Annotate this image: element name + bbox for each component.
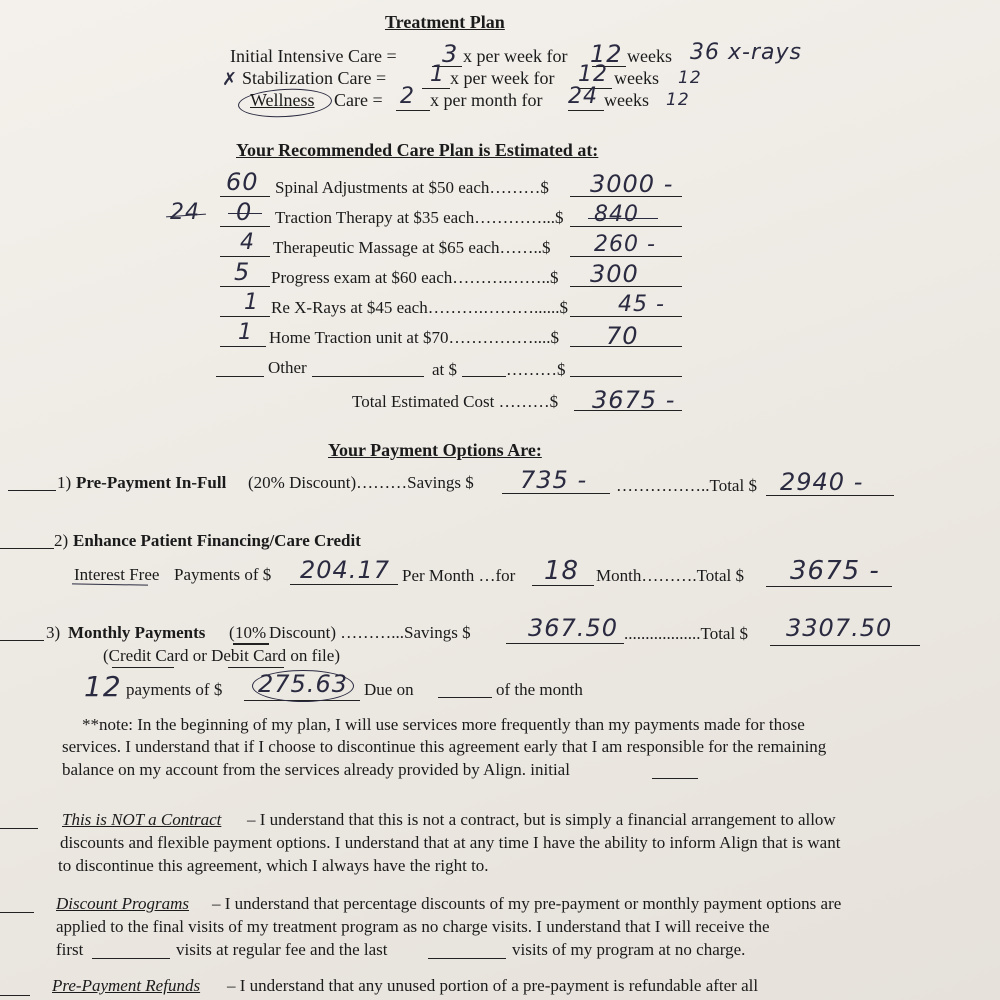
total-estimated-label: Total Estimated Cost ………$ bbox=[352, 392, 559, 411]
initial-care-post: weeks bbox=[627, 46, 672, 66]
stabilization-care-mid: x per week for bbox=[450, 68, 555, 88]
total-estimated-amount: 3675 - bbox=[592, 386, 676, 414]
option-desc: (20% Discount)………Savings $ bbox=[248, 473, 474, 492]
monthly-payment-amount: 204.17 bbox=[300, 556, 390, 584]
initial-care-note: 36 x-rays bbox=[690, 40, 802, 65]
stabilization-care-note: 12 bbox=[678, 68, 702, 88]
contract-line-3: to discontinue this agreement, which I always have the right to. bbox=[58, 856, 489, 875]
option-total: 2940 - bbox=[780, 468, 864, 496]
card-on-file-note: (Credit Card or Debit Card on file) bbox=[103, 646, 340, 665]
discount-line-2: applied to the final visits of my treatment program as no charge visits. I understand that I will receive the bbox=[56, 917, 770, 936]
due-on-label: Due on bbox=[364, 680, 414, 699]
discount-line-3a: first bbox=[56, 940, 84, 959]
x-mark-icon: ✗ bbox=[222, 69, 239, 90]
stabilization-care-post: weeks bbox=[614, 68, 659, 88]
note-line-1: **note: In the beginning of my plan, I will use services more frequently than my payments made for those bbox=[82, 715, 805, 734]
initial-care-weeks: 12 bbox=[590, 40, 623, 68]
estimate-qty: 60 bbox=[226, 168, 259, 196]
other-at-label: at $ bbox=[432, 360, 458, 379]
discount-title: Discount Programs bbox=[56, 894, 190, 913]
payment-each-amount: 275.63 bbox=[258, 670, 348, 698]
refunds-title: Pre-Payment Refunds bbox=[52, 976, 201, 995]
wellness-care-note: 12 bbox=[666, 90, 690, 110]
per-month-label: Per Month …for bbox=[402, 566, 516, 585]
of-the-month-label: of the month bbox=[496, 680, 583, 699]
month-total-label: Month……….Total $ bbox=[596, 566, 745, 585]
option-desc-open: ( bbox=[229, 623, 235, 642]
option-title: Enhance Patient Financing/Care Credit bbox=[73, 531, 361, 550]
estimate-qty: 1 bbox=[244, 290, 259, 315]
estimate-qty: 0 bbox=[236, 198, 253, 226]
payments-of-label: payments of $ bbox=[126, 680, 223, 699]
other-dots: ………$ bbox=[506, 360, 566, 379]
note-line-2: services. I understand that if I choose to discontinue this agreement early that I am responsible for the remaining bbox=[62, 737, 827, 756]
contract-line-1: – I understand that this is not a contract, but is simply a financial arrangement to allow bbox=[247, 810, 836, 829]
option-title: Monthly Payments bbox=[68, 623, 206, 642]
option-savings: 735 - bbox=[520, 466, 588, 494]
estimate-amount: 840 bbox=[594, 202, 639, 227]
estimate-label: Home Traction unit at $70……………....$ bbox=[269, 328, 559, 347]
contract-title: This is NOT a Contract bbox=[62, 810, 222, 829]
wellness-care-label: Care = bbox=[334, 90, 383, 110]
option-total: 3307.50 bbox=[786, 614, 893, 642]
option-dots: ..................Total $ bbox=[624, 624, 748, 643]
estimate-label: Progress exam at $60 each……….……..$ bbox=[271, 268, 559, 287]
discount-line-3b: visits at regular fee and the last bbox=[176, 940, 388, 959]
interest-free-label: Interest Free bbox=[74, 565, 160, 584]
estimate-amount: 70 bbox=[606, 322, 639, 350]
wellness-care-freq: 2 bbox=[400, 84, 415, 109]
payment-options-heading: Your Payment Options Are: bbox=[328, 440, 542, 460]
option-number: 3) bbox=[46, 623, 61, 642]
option-savings: 367.50 bbox=[528, 614, 618, 642]
estimate-amount: 260 - bbox=[594, 232, 656, 257]
estimate-amount: 300 bbox=[590, 260, 639, 288]
wellness-care-mid: x per month for bbox=[430, 90, 543, 110]
payment-count: 12 bbox=[84, 670, 122, 703]
option-total: 3675 - bbox=[790, 556, 880, 586]
stabilization-care-freq: 1 bbox=[430, 62, 445, 87]
discount-percent: 10% bbox=[235, 623, 267, 642]
months-count: 18 bbox=[544, 556, 580, 586]
estimate-amount: 45 - bbox=[618, 292, 665, 317]
initial-care-freq: 3 bbox=[442, 40, 459, 68]
estimate-label: Re X-Rays at $45 each……….………......$ bbox=[271, 298, 568, 317]
wellness-care-weeks: 24 bbox=[568, 84, 598, 109]
discount-line-1: – I understand that percentage discounts of my pre-payment or monthly payment options are bbox=[212, 894, 842, 913]
estimate-qty: 1 bbox=[238, 320, 253, 345]
option-title: Pre-Payment In-Full bbox=[76, 473, 227, 492]
estimate-label: Therapeutic Massage at $65 each……..$ bbox=[273, 238, 551, 257]
option-number: 1) bbox=[57, 473, 72, 492]
estimate-heading: Your Recommended Care Plan is Estimated at: bbox=[236, 140, 599, 160]
stabilization-care-weeks: 12 bbox=[578, 62, 608, 87]
estimate-qty-struck: 24 bbox=[170, 200, 200, 225]
wellness-word: Wellness bbox=[250, 90, 315, 110]
refunds-line-1: – I understand that any unused portion of a pre-payment is refundable after all bbox=[227, 976, 759, 995]
option-desc: Discount) ………...Savings $ bbox=[269, 623, 471, 642]
discount-line-3c: visits of my program at no charge. bbox=[512, 940, 746, 959]
note-line-3: balance on my account from the services already provided by Align. initial bbox=[62, 760, 570, 779]
estimate-qty: 5 bbox=[234, 258, 251, 286]
page-title: Treatment Plan bbox=[385, 12, 505, 32]
option-number: 2) bbox=[54, 531, 69, 550]
contract-line-2: discounts and flexible payment options. I understand that at any time I have the ability to inform Align that is want bbox=[60, 833, 841, 852]
stabilization-care-label: Stabilization Care = bbox=[242, 68, 387, 88]
estimate-amount: 3000 - bbox=[590, 170, 674, 198]
initial-care-mid: x per week for bbox=[463, 46, 568, 66]
initial-care-label: Initial Intensive Care = bbox=[230, 46, 397, 66]
other-label: Other bbox=[268, 358, 307, 377]
estimate-label: Spinal Adjustments at $50 each………$ bbox=[275, 178, 549, 197]
wellness-care-post: weeks bbox=[604, 90, 649, 110]
estimate-qty: 4 bbox=[240, 230, 255, 255]
estimate-label: Traction Therapy at $35 each…………...$ bbox=[275, 208, 564, 227]
option-dots: ……………..Total $ bbox=[616, 476, 757, 495]
payments-of-label: Payments of $ bbox=[174, 565, 272, 584]
